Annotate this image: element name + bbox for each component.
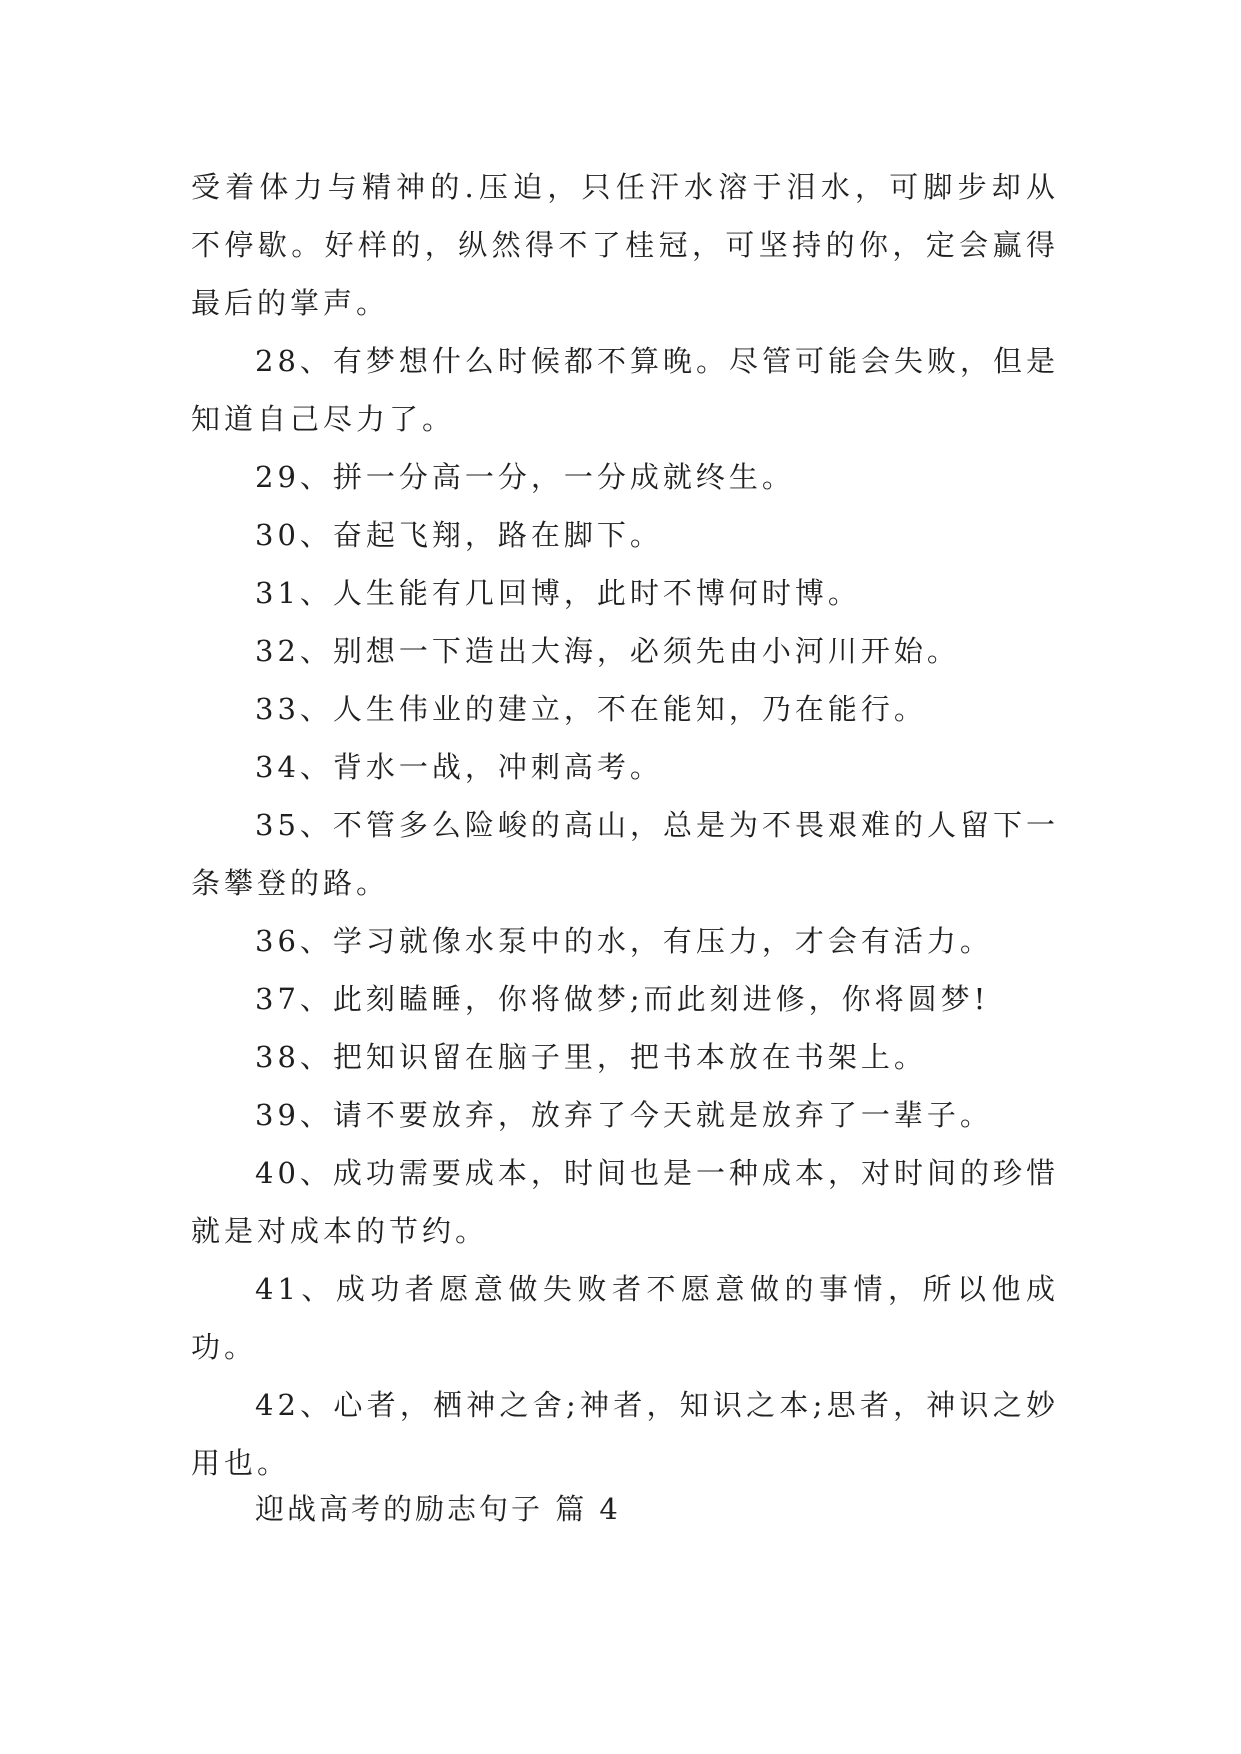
quote-item-33: 33、人生伟业的建立，不在能知，乃在能行。 — [255, 692, 927, 726]
document-body — [191, 158, 1059, 1492]
quote-item-30: 30、奋起飞翔，路在脚下。 — [255, 518, 663, 552]
quote-item-37: 37、此刻瞌睡，你将做梦;而此刻进修，你将圆梦! — [255, 982, 990, 1016]
quote-item-32: 32、别想一下造出大海，必须先由小河川开始。 — [255, 634, 960, 668]
section-heading: 迎战高考的励志句子 篇 4 — [255, 1492, 621, 1526]
quote-item-28: 28、有梦想什么时候都不算晚。尽管可能会失败，但是知道自己尽力了。 — [191, 344, 1059, 436]
quote-item-31: 31、人生能有几回博，此时不博何时博。 — [255, 576, 861, 610]
paragraph-continuation: 受着体力与精神的.压迫，只任汗水溶于泪水，可脚步却从不停歇。好样的，纵然得不了桂冠，可坚持的你，定会赢得最后的掌声。 — [191, 170, 1059, 320]
quote-item-34: 34、背水一战，冲刺高考。 — [255, 750, 663, 784]
quote-item-35: 35、不管多么险峻的高山，总是为不畏艰难的人留下一条攀登的路。 — [191, 808, 1059, 900]
quote-item-40: 40、成功需要成本，时间也是一种成本，对时间的珍惜就是对成本的节约。 — [191, 1156, 1059, 1248]
quote-item-42: 42、心者，栖神之舍;神者，知识之本;思者，神识之妙用也。 — [191, 1388, 1059, 1480]
quote-item-38: 38、把知识留在脑子里，把书本放在书架上。 — [255, 1040, 927, 1074]
quote-item-39: 39、请不要放弃，放弃了今天就是放弃了一辈子。 — [255, 1098, 993, 1132]
quote-item-41: 41、成功者愿意做失败者不愿意做的事情，所以他成功。 — [191, 1272, 1059, 1364]
quote-item-36: 36、学习就像水泵中的水，有压力，才会有活力。 — [255, 924, 993, 958]
quote-item-29: 29、拼一分高一分，一分成就终生。 — [255, 460, 795, 494]
